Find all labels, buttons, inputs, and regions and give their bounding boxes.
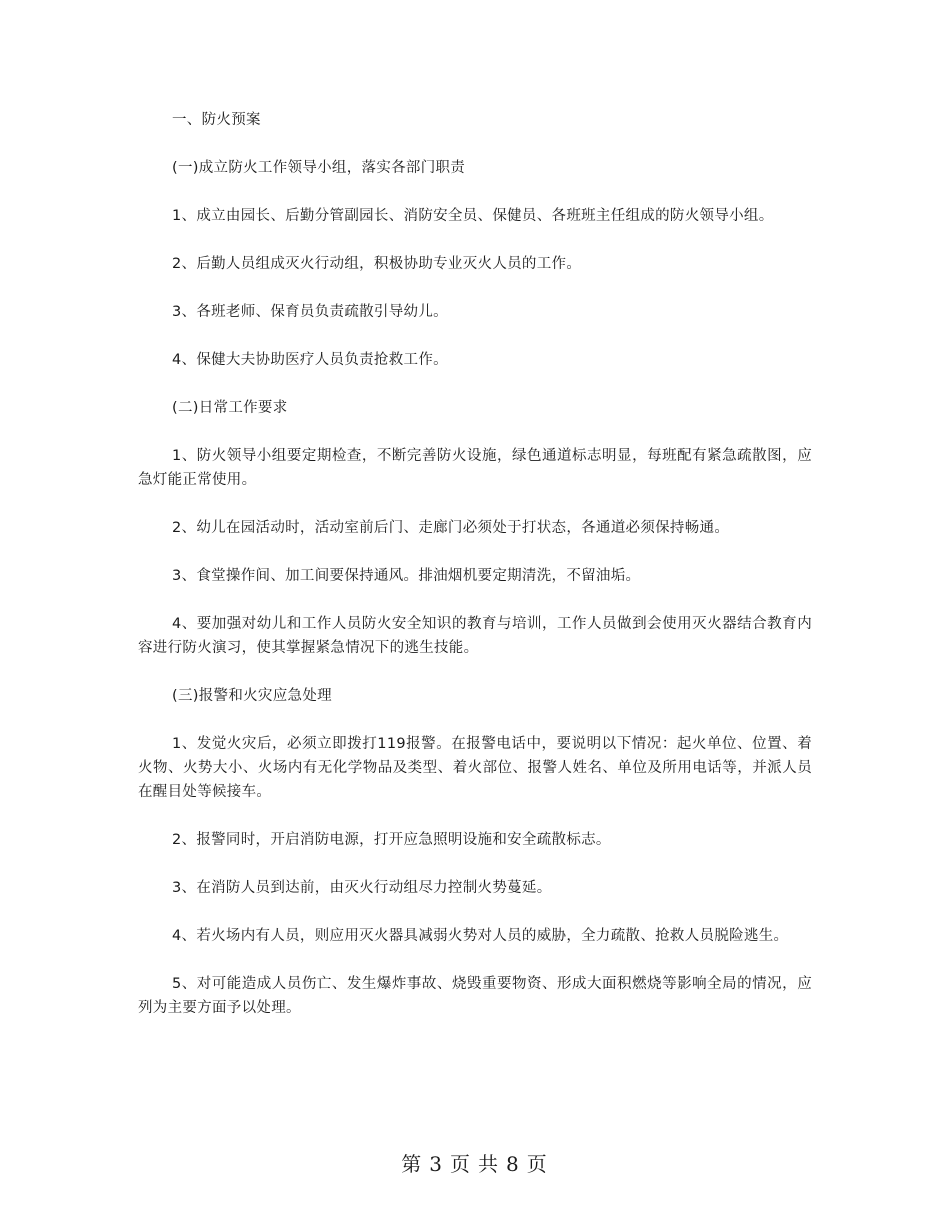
page-number-footer: [0, 1148, 950, 1177]
section-heading: 一、防火预案: [172, 112, 261, 128]
body-paragraph: 2、后勤人员组成灭火行动组，积极协助专业灭火人员的工作。: [172, 256, 582, 272]
body-paragraph: 4、要加强对幼儿和工作人员防火安全知识的教育与培训，工作人员做到会使用灭火器结合教育内容进行防火演习，使其掌握紧急情况下的逃生技能。: [138, 616, 812, 656]
subsection-heading: (一)成立防火工作领导小组，落实各部门职责: [172, 160, 466, 176]
body-paragraph: 1、发觉火灾后，必须立即拨打119报警。在报警电话中，要说明以下情况：起火单位、位置、着火物、火势大小、火场内有无化学物品及类型、着火部位、报警人姓名、单位及所用电话等，并派人员在醒目处等候接车。: [138, 736, 812, 800]
body-paragraph: 1、成立由园长、后勤分管副园长、消防安全员、保健员、各班班主任组成的防火领导小组。: [172, 208, 774, 224]
body-paragraph: 5、对可能造成人员伤亡、发生爆炸事故、烧毁重要物资、形成大面积燃烧等影响全局的情况，应列为主要方面予以处理。: [138, 976, 812, 1016]
body-paragraph: 4、保健大夫协助医疗人员负责抢救工作。: [172, 352, 448, 368]
body-paragraph: 3、各班老师、保育员负责疏散引导幼儿。: [172, 304, 448, 320]
subsection-heading: (三)报警和火灾应急处理: [172, 688, 332, 704]
body-paragraph: 3、在消防人员到达前，由灭火行动组尽力控制火势蔓延。: [172, 880, 552, 896]
body-paragraph: 4、若火场内有人员，则应用灭火器具减弱火势对人员的威胁，全力疏散、抢救人员脱险逃生。: [172, 928, 789, 944]
body-paragraph: 1、防火领导小组要定期检查，不断完善防火设施，绿色通道标志明显，每班配有紧急疏散图，应急灯能正常使用。: [138, 448, 812, 488]
footer-total-pages: 8: [506, 1152, 521, 1176]
subsection-heading: (二)日常工作要求: [172, 400, 288, 416]
footer-page-word: 页: [450, 1152, 472, 1176]
body-paragraph: 2、报警同时，开启消防电源，打开应急照明设施和安全疏散标志。: [172, 832, 611, 848]
footer-total-word: 共: [478, 1152, 500, 1176]
body-paragraph: 3、食堂操作间、加工间要保持通风。排油烟机要定期清洗，不留油垢。: [172, 568, 641, 584]
document-body: [138, 108, 812, 1044]
footer-current-page: 3: [429, 1152, 444, 1176]
footer-prefix: 第: [401, 1152, 424, 1176]
footer-suffix: 页: [526, 1152, 549, 1176]
body-paragraph: 2、幼儿在园活动时，活动室前后门、走廊门必须处于打状态，各通道必须保持畅通。: [172, 520, 730, 536]
